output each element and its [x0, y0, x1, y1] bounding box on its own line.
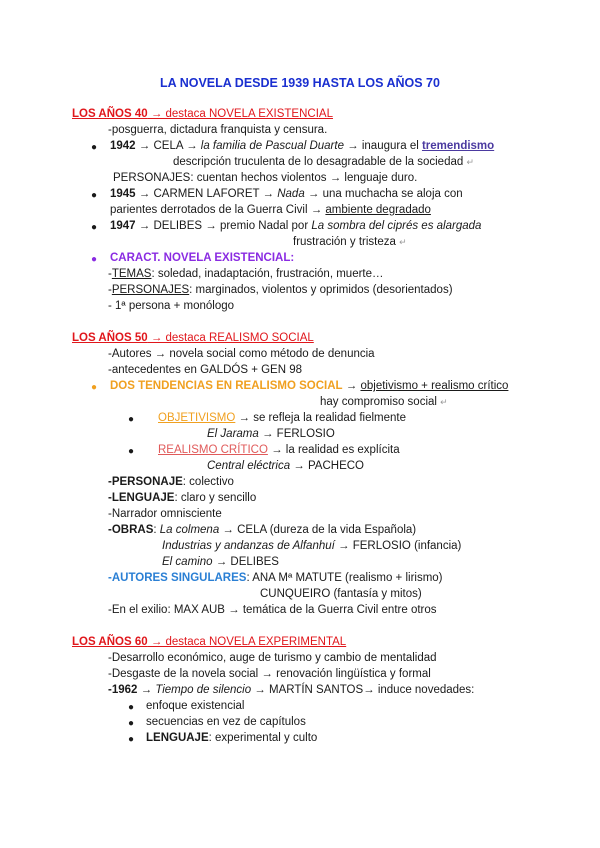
- text-line: Industrias y andanzas de Alfanhuí → FERLOSIO (infancia): [162, 540, 462, 552]
- text-line: -OBRAS: La colmena → CELA (dureza de la vida Española): [108, 524, 417, 536]
- text-line: -1962 → Tiempo de silencio → MARTÍN SANTOS→ induce novedades:: [108, 684, 475, 696]
- list-item: 1945 → CARMEN LAFORET → Nada → una muchacha se aloja con: [110, 188, 463, 200]
- list-item: 1942 → CELA → la familia de Pascual Duarte → inaugura el tremendismo: [110, 140, 495, 152]
- text-line: hay compromiso social ↵: [320, 396, 448, 408]
- text-line: parientes derrotados de la Guerra Civil → ambiente degradado: [110, 204, 431, 216]
- list-item: LENGUAJE: experimental y culto: [146, 732, 318, 744]
- bullet-icon: ●: [128, 414, 135, 425]
- bullet-icon: ●: [91, 222, 98, 233]
- bullet-icon: ●: [128, 446, 135, 457]
- bullet-icon: ●: [91, 382, 98, 393]
- list-item: CARACT. NOVELA EXISTENCIAL:: [110, 252, 295, 264]
- text-line: descripción truculenta de lo desagradable de la sociedad ↵: [173, 156, 475, 168]
- list-item: 1947 → DELIBES → premio Nadal por La sombra del ciprés es alargada: [110, 220, 482, 232]
- text-line: -Autores → novela social como método de denuncia: [108, 348, 375, 360]
- list-item: REALISMO CRÍTICO → la realidad es explícita: [158, 444, 400, 456]
- bullet-icon: ●: [91, 190, 98, 201]
- text-line: El Jarama → FERLOSIO: [207, 428, 335, 440]
- return-icon: ↵: [440, 397, 448, 407]
- return-icon: ↵: [399, 237, 407, 247]
- text-line: CUNQUEIRO (fantasía y mitos): [260, 588, 422, 600]
- text-line: -antecedentes en GALDÓS + GEN 98: [108, 364, 303, 376]
- text-line: -TEMAS: soledad, inadaptación, frustración, muerte…: [108, 268, 384, 280]
- bullet-icon: ●: [128, 734, 135, 745]
- text-line: Central eléctrica → PACHECO: [207, 460, 365, 472]
- text-line: -Desgaste de la novela social → renovación lingüística y formal: [108, 668, 431, 680]
- tremendismo-link[interactable]: tremendismo: [421, 140, 495, 152]
- return-icon: ↵: [466, 157, 475, 167]
- text-line: - 1ª persona + monólogo: [108, 300, 235, 312]
- text-line: -PERSONAJE: colectivo: [108, 476, 234, 488]
- text-line: El camino → DELIBES: [162, 556, 279, 568]
- list-item: enfoque existencial: [146, 700, 245, 712]
- text-line: -Narrador omnisciente: [108, 508, 222, 520]
- list-item: OBJETIVISMO → se refleja la realidad fielmente: [158, 412, 406, 424]
- text-line: -PERSONAJES: marginados, violentos y oprimidos (desorientados): [108, 284, 453, 296]
- text-line: -LENGUAJE: claro y sencillo: [108, 492, 257, 504]
- section-heading-60: LOS AÑOS 60 → destaca NOVELA EXPERIMENTAL: [72, 636, 347, 648]
- bullet-icon: ●: [128, 702, 135, 713]
- text-line: -AUTORES SINGULARES: ANA Mª MATUTE (realismo + lirismo): [108, 572, 443, 584]
- text-line: -posguerra, dictadura franquista y censura.: [108, 124, 328, 136]
- text-line: -Desarrollo económico, auge de turismo y cambio de mentalidad: [108, 652, 437, 664]
- text-line: PERSONAJES: cuentan hechos violentos → lenguaje duro.: [113, 172, 418, 184]
- page-title: LA NOVELA DESDE 1939 HASTA LOS AÑOS 70: [160, 76, 440, 90]
- list-item: secuencias en vez de capítulos: [146, 716, 306, 728]
- text-line: -En el exilio: MAX AUB → temática de la Guerra Civil entre otros: [108, 604, 437, 616]
- bullet-icon: ●: [91, 142, 98, 153]
- list-item: DOS TENDENCIAS EN REALISMO SOCIAL → objetivismo + realismo crítico: [110, 380, 509, 392]
- bullet-icon: ●: [128, 718, 135, 729]
- text-line: frustración y tristeza ↵: [293, 236, 407, 248]
- bullet-icon: ●: [91, 254, 98, 265]
- section-heading-50: LOS AÑOS 50 → destaca REALISMO SOCIAL: [72, 332, 314, 344]
- section-heading-40: LOS AÑOS 40 → destaca NOVELA EXISTENCIAL: [72, 108, 333, 120]
